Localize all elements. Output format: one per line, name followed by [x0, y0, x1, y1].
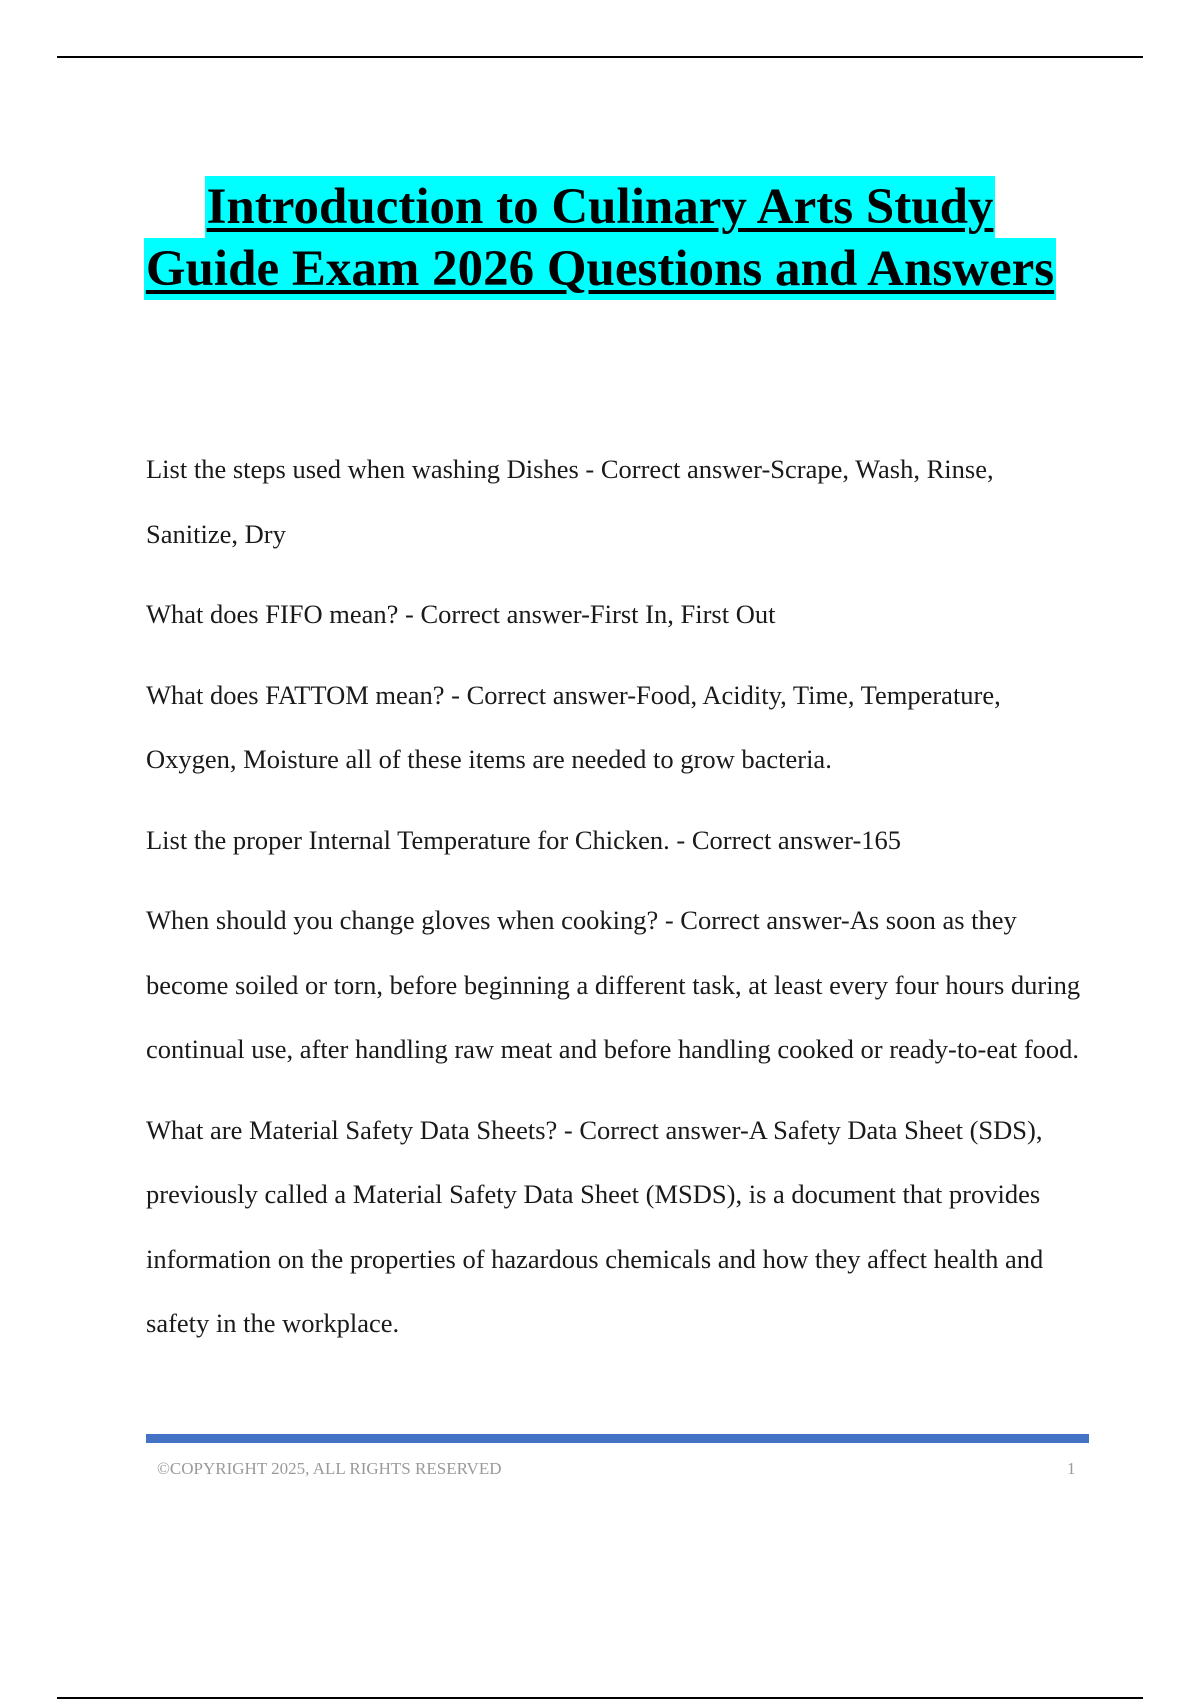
bottom-rule [57, 1697, 1143, 1699]
document-title [0, 176, 1200, 300]
title-line-1: Introduction to Culinary Arts Study [205, 176, 996, 238]
question-answer-list [146, 437, 1091, 1372]
title-line-2: Guide Exam 2026 Questions and Answers [144, 238, 1056, 300]
qa-item-fifo: What does FIFO mean? - Correct answer-First In, First Out [146, 599, 776, 629]
qa-item-gloves: When should you change gloves when cooking? - Correct answer-As soon as they become soiled or torn, before beginning a different task, at least every four hours during continual use, after handling raw meat and before handling cooked or ready-to-eat food. [146, 905, 1081, 1064]
footer-bar [146, 1434, 1089, 1443]
page-number: 1 [1067, 1459, 1076, 1478]
qa-item-fattom: What does FATTOM mean? - Correct answer-Food, Acidity, Time, Temperature, Oxygen, Moisture all of these items are needed to grow bacteria. [146, 679, 1001, 774]
qa-item-dishwashing: List the steps used when washing Dishes - Correct answer-Scrape, Wash, Rinse, Sanitize, Dry [146, 454, 994, 549]
qa-item-chicken-temperature: List the proper Internal Temperature for Chicken. - Correct answer-165 [146, 824, 902, 855]
qa-item-safety-data-sheets: What are Material Safety Data Sheets? - Correct answer-A Safety Data Sheet (SDS), previously called a Material Safety Data Sheet (MSDS), is a document that provides information on the properties of hazardous chemicals and how they affect health and safety in the workplace. [146, 1114, 1044, 1338]
footer-copyright: ©COPYRIGHT 2025, ALL RIGHTS RESERVED [157, 1459, 502, 1478]
header-rule [57, 56, 1143, 58]
